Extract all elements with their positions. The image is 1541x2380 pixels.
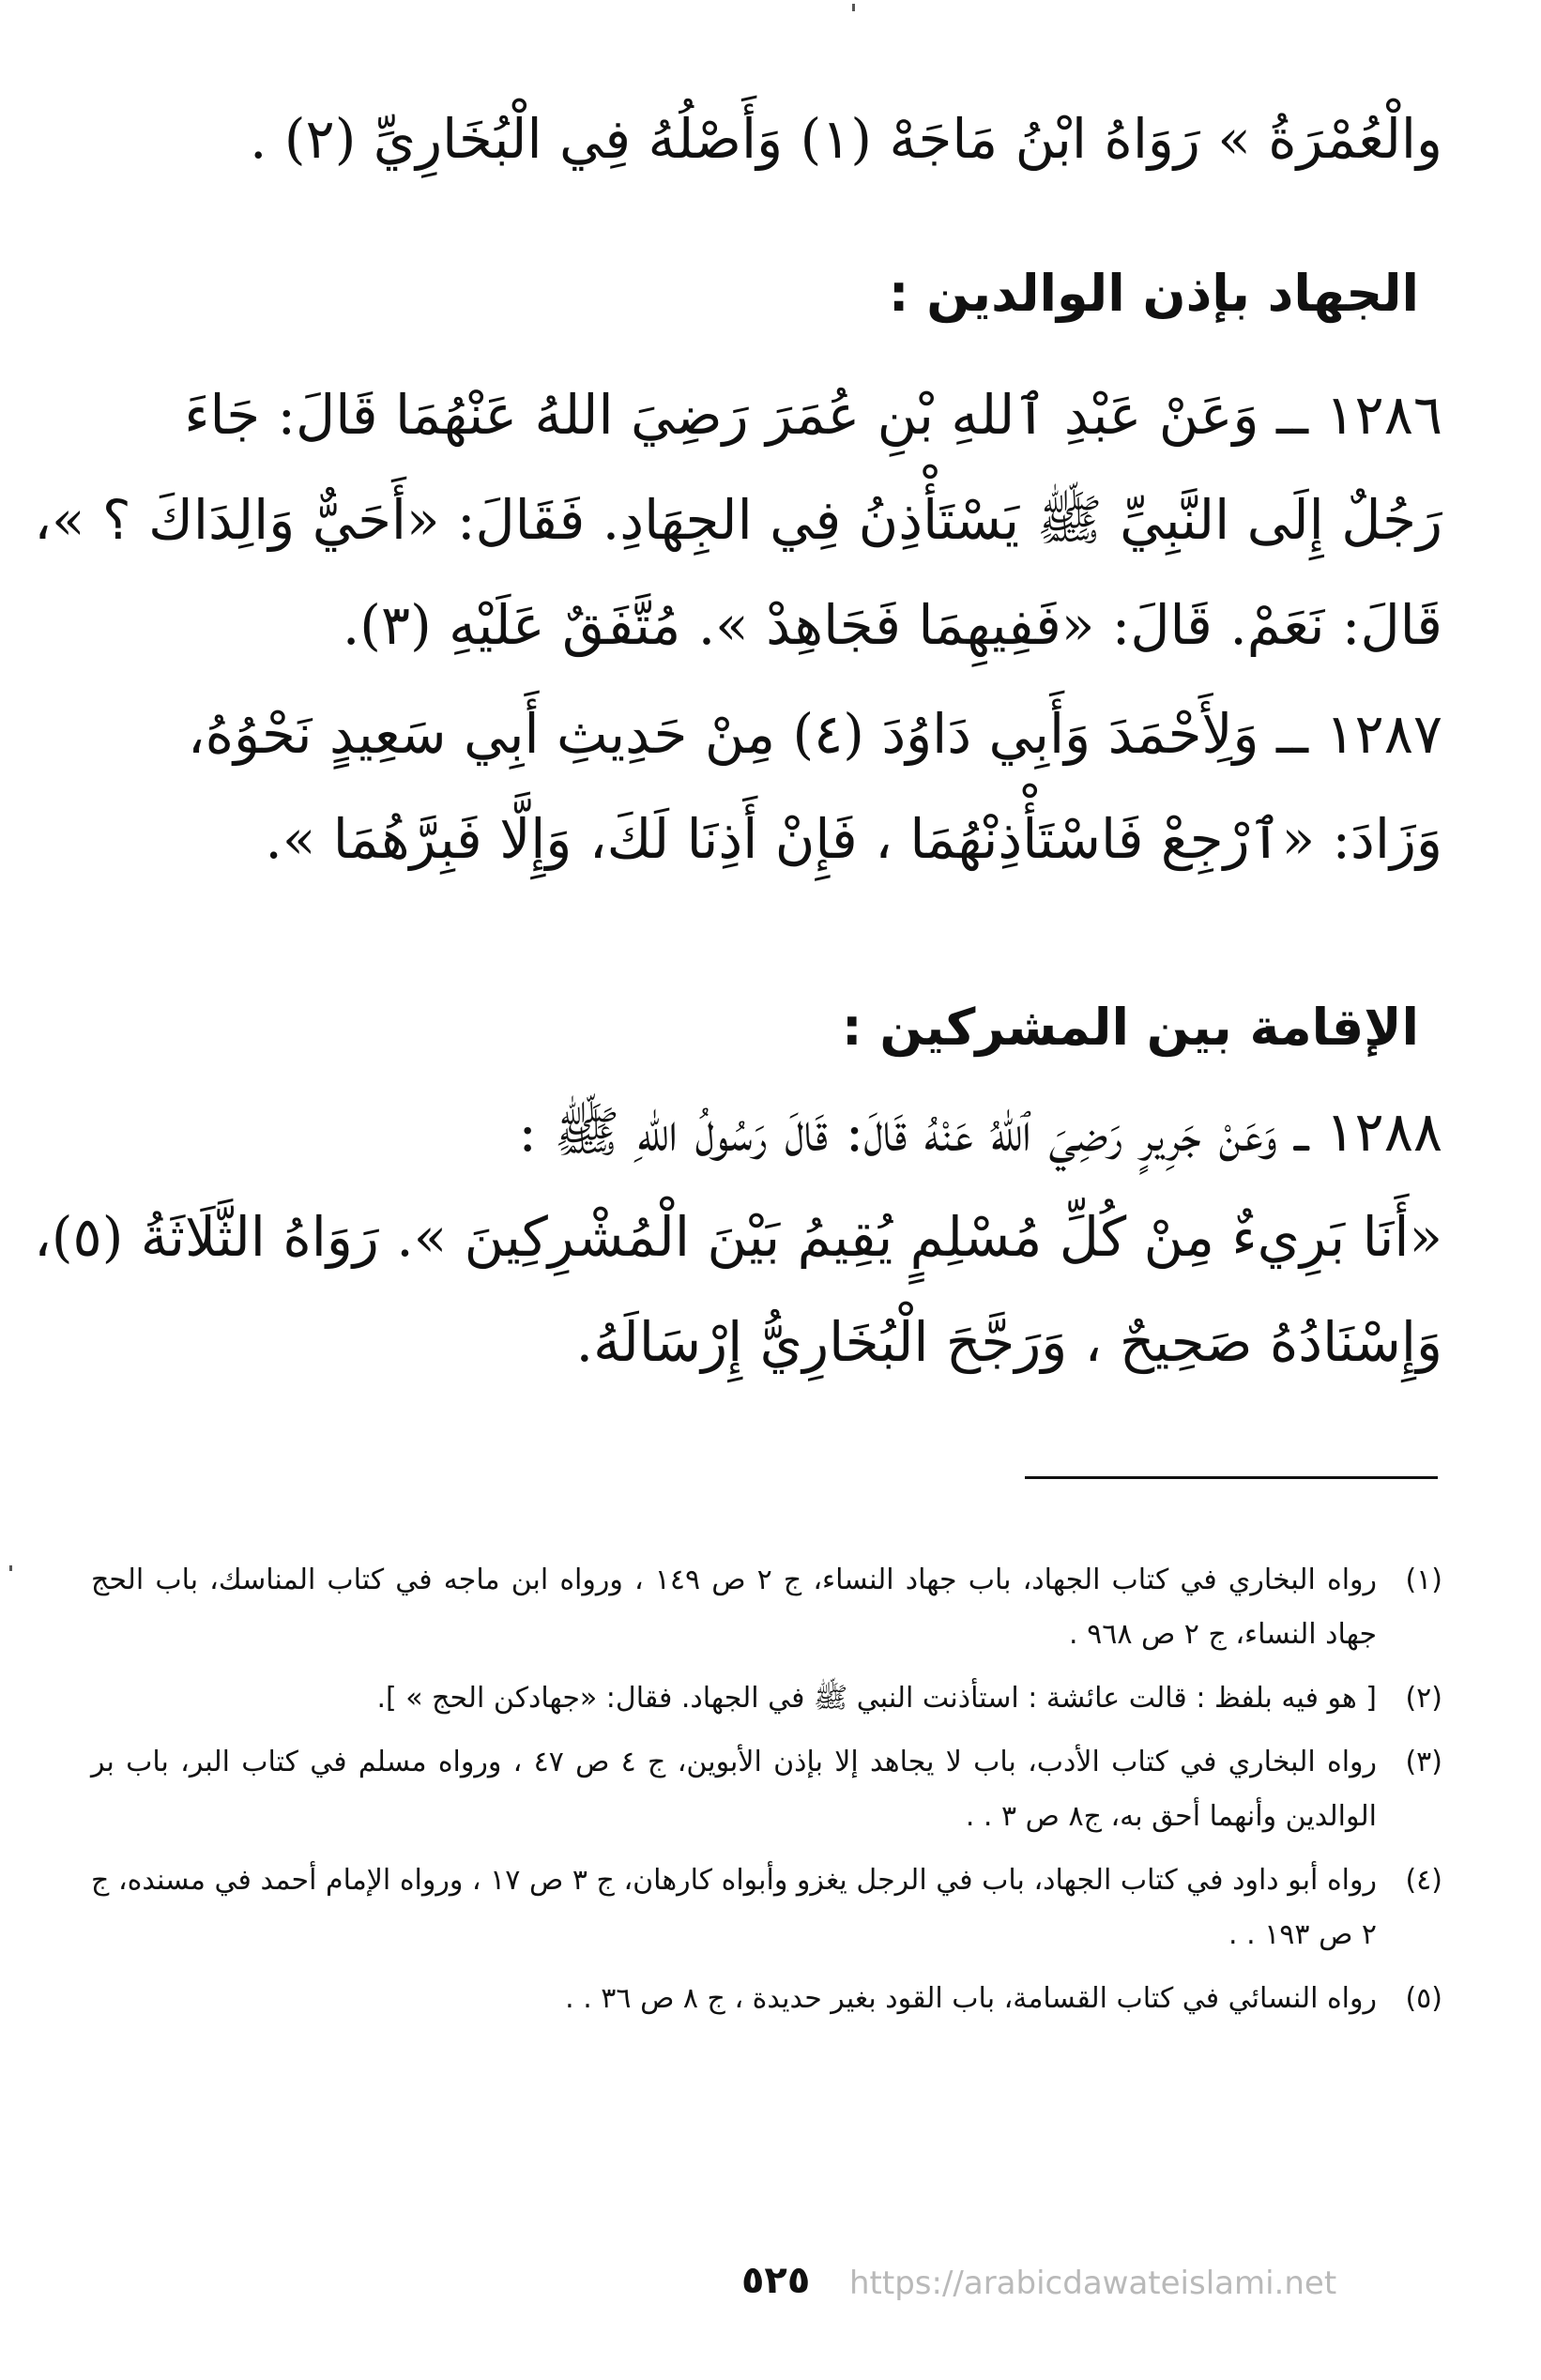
page-number: ٥٢٥ [741,2259,811,2302]
text-line: وَإِسْنَادُهُ صَحِيحٌ ، وَرَجَّحَ الْبُخَارِيُّ إِرْسَالَهُ. [575,1310,1442,1374]
text-line: وَزَادَ: «ٱرْجِعْ فَاسْتَأْذِنْهُمَا ، فَإِنْ أَذِنَا لَكَ، وَإِلَّا فَبِرَّهُمَا ». [265,807,1442,871]
footnote-number: (١) [1405,1564,1442,1596]
text-line: ١٢٨٧ ــ وَلِأَحْمَدَ وَأَبِي دَاوُدَ (٤) مِنْ حَدِيثِ أَبِي سَعِيدٍ نَحْوُهُ، [187,702,1442,766]
text-line: ١٢٨٦ ــ وَعَنْ عَبْدِ ٱللهِ بْنِ عُمَرَ رَضِيَ اللهُ عَنْهُمَا قَالَ: جَاءَ [184,383,1442,447]
footnote-4 [91,1854,1442,1962]
section-heading-jihad-parents: الجهاد بإذن الوالدين : [888,264,1419,323]
hadith-1287 [86,681,1442,892]
text-line: ١٢٨٨ ــ وَعَنْ جَرِيرٍ رَضِيَ ٱللهُ عَنْهُ قَالَ: قَالَ رَسُولُ اللهِ ﷺ : [518,1100,1442,1164]
footnote-number: (٤) [1405,1864,1442,1897]
footnote-number: (٥) [1405,1982,1442,2015]
footnote-1 [91,1553,1442,1662]
footnote-divider [1025,1476,1438,1479]
footnote-2 [91,1671,1442,1726]
hadith-1288 [34,1079,1442,1395]
footnote-text: رواه النسائي في كتاب القسامة، باب القود بغير حديدة ، ج ٨ ص ٣٦ . . [565,1982,1377,2015]
section-heading-residing-among-polytheists: الإقامة بين المشركين : [841,998,1419,1057]
text-line: «أَنَا بَرِيءٌ مِنْ كُلِّ مُسْلِمٍ يُقِيمُ بَيْنَ الْمُشْرِكِينَ ». رَوَاهُ الثَّلَاثَةُ (٥)، [34,1205,1442,1269]
watermark-url: https://arabicdawateislami.net [849,2265,1337,2302]
footnotes [91,1553,1442,2036]
footnote-number: (٢) [1405,1682,1442,1715]
page-footer [0,2254,1541,2311]
footnote-3 [91,1735,1442,1844]
text-line: قَالَ: نَعَمْ. قَالَ: «فَفِيهِمَا فَجَاهِدْ ». مُتَّفَقٌ عَلَيْهِ (٣). [342,593,1442,657]
footnote-text: رواه البخاري في كتاب الأدب، باب لا يجاهد إلا بإذن الأبوين، ج ٤ ص ٤٧ ، ورواه مسلم في كتاب البر، باب بر الوالدين وأنهما أحق به، ج٨ ص ٣ . . [91,1746,1378,1833]
scan-mark [9,1565,12,1571]
footnote-5 [91,1972,1442,2026]
footnote-text: رواه البخاري في كتاب الجهاد، باب جهاد النساء، ج ٢ ص ١٤٩ ، ورواه ابن ماجه في كتاب المناسك، باب الحج جهاد النساء، ج ٢ ص ٩٦٨ . [91,1564,1378,1651]
footnote-text: [ هو فيه بلفظ : قالت عائشة : استأذنت النبي ﷺ في الجهاد. فقال: «جهادكن الحج » ]. [376,1682,1377,1715]
footnote-number: (٣) [1405,1746,1442,1778]
text-line: رَجُلٌ إِلَى النَّبِيِّ ﷺ يَسْتَأْذِنُ فِي الجِهَادِ. فَقَالَ: «أَحَيٌّ وَالِدَاكَ ؟ »، [34,488,1442,552]
continuation-line [86,86,1442,191]
footnote-text: رواه أبو داود في كتاب الجهاد، باب في الرجل يغزو وأبواه كارهان، ج ٣ ص ١٧ ، ورواه الإمام أحمد في مسنده، ج ٢ ص ١٩٣ . . [91,1864,1377,1951]
text-line: والْعُمْرَةُ » رَوَاهُ ابْنُ مَاجَهْ (١) وَأَصْلُهُ فِي الْبُخَارِيِّ (٢) . [250,107,1442,171]
hadith-1286 [34,362,1442,678]
scan-mark [852,4,855,11]
